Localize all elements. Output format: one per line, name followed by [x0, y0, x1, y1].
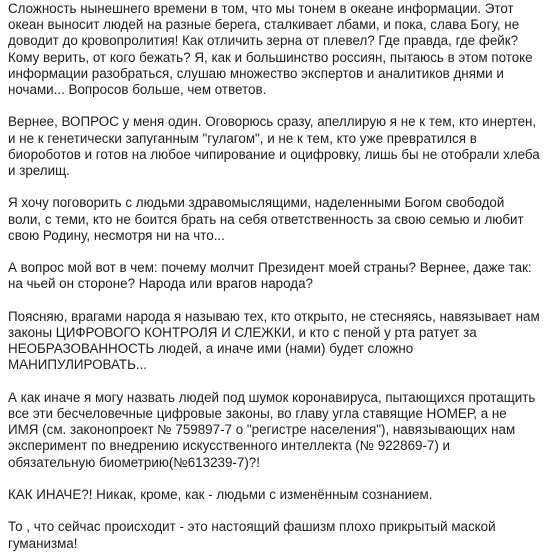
post-paragraph-6: А как иначе я могу назвать людей под шумок коронавируса, пытающихся протащить все эти бесчеловечные цифровые законы, во главу угла ставящие НОМЕР, а не ИМЯ (см. законопроект № 759897-7 о "регистре населения"), навязывающих нам эксперимент по внедрению искусственного интеллекта (№ 922869-7) и обязательную биометрию(№613239-7)?!	[8, 389, 536, 470]
post-paragraph-5: Поясняю, врагами народа я называю тех, кто открыто, не стесняясь, навязывает нам законы ЦИФРОВОГО КОНТРОЛЯ И СЛЕЖКИ, и кто с пеной у рта ратует за НЕОБРАЗОВАННОСТЬ людей, а иначе ими (нами) будет сложно МАНИПУЛИРОВАТЬ...	[8, 308, 540, 373]
post-paragraph-7: КАК ИНАЧЕ?! Никак, кроме, как - людьми с изменённым сознанием.	[8, 487, 433, 502]
post-paragraph-8: То , что сейчас происходит - это настоящий фашизм плохо прикрытый маской гуманизма!	[8, 519, 496, 551]
post-paragraph-4: А вопрос мой вот в чем: почему молчит Президент моей страны? Вернее, даже так: на чьей он стороне? Народа или врагов народа?	[8, 260, 532, 292]
post-paragraph-3: Я хочу поговорить с людьми здравомыслящими, наделенными Богом свободой воли, с теми, кто не боится брать на себя ответственность за свою семью и любит свою Родину, несмотря ни на что...	[8, 195, 524, 243]
post-paragraph-1: Сложность нынешнего времени в том, что мы тонем в океане информации. Этот океан выносит людей на разные берега, сталкивает лбами, и пока, слава Богу, не доводит до кровопролития! Как отличить зерна от плевел? Где правда, где фейк? Кому верить, от кого бежать? Я, как и большинство россиян, пытаюсь в этом потоке информации разобраться, слушаю множество экспертов и аналитиков днями и ночами... Вопросов больше, чем ответов.	[8, 1, 533, 98]
post-paragraph-2: Вернее, ВОПРОС у меня один. Оговорюсь сразу, апеллирую я не к тем, кто инертен, и не к генетически запуганным "гулагом", и не к тем, кто уже превратился в биороботов и готов на любое чипирование и оцифровку, лишь бы не отобрали хлеба и зрелищ.	[8, 114, 540, 179]
